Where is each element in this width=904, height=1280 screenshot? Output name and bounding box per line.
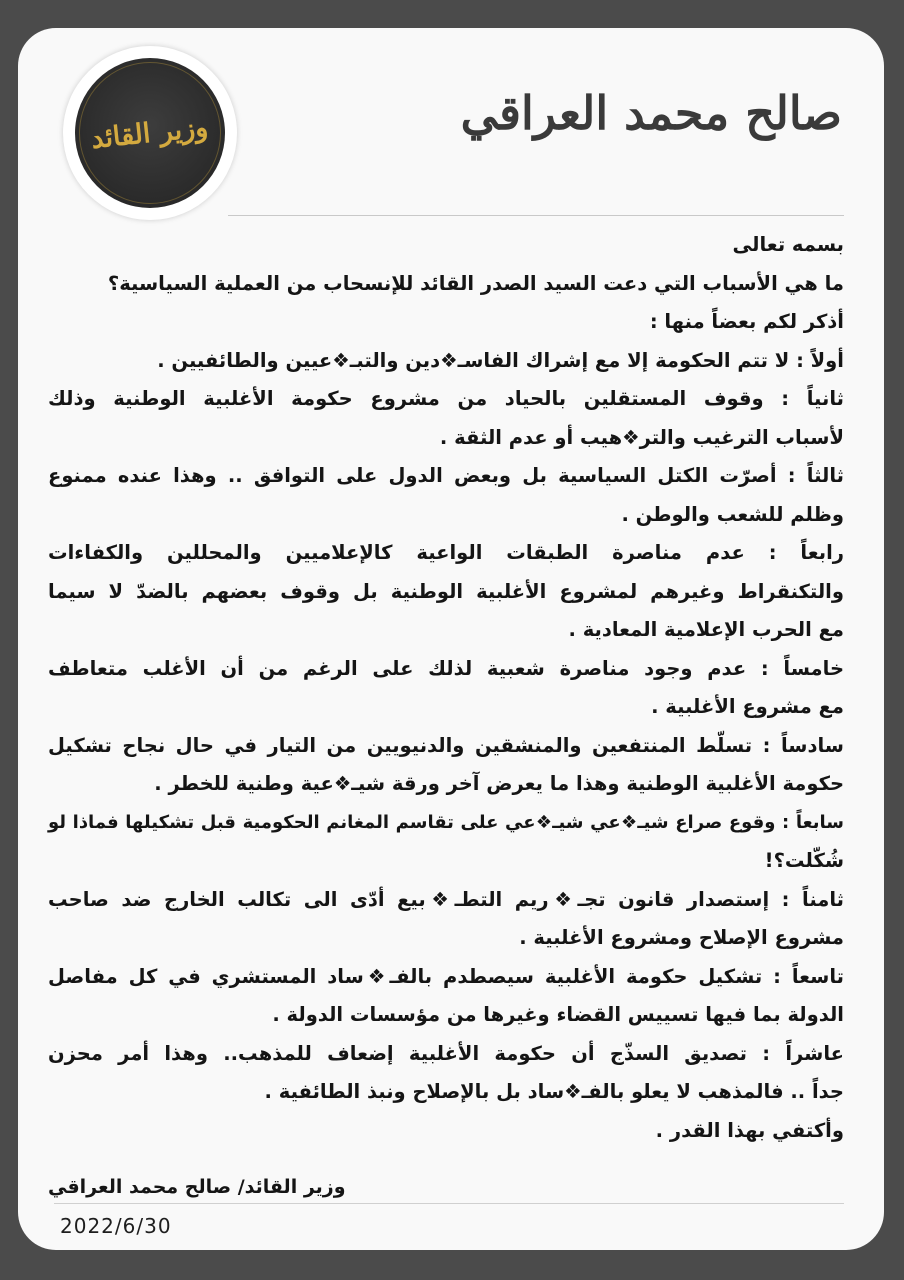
- header-divider: [228, 215, 844, 216]
- footer-divider: [54, 1203, 844, 1204]
- sign-off: وزير القائد/ صالح محمد العراقي: [48, 1176, 346, 1198]
- text-line: لأسباب الترغيب والتر❖هيب أو عدم الثقة .: [439, 425, 844, 449]
- document-card: [18, 28, 884, 1250]
- logo-badge: [63, 46, 237, 220]
- text-line: ثامناً : إستصدار قانون تجـ❖ريم التطـ❖بيع أدّى الى تكالب الخارج ضد صاحب: [48, 887, 844, 911]
- text-line: تاسعاً : تشكيل حكومة الأغلبية سيصطدم بالفـ❖ساد المستشري في كل مفاصل: [48, 964, 844, 988]
- text-line: سادساً : تسلّط المنتفعين والمنشقين والدنيويين من التيار في حال نجاح تشكيل: [48, 733, 844, 757]
- text-line: مع الحرب الإعلامية المعادية .: [568, 618, 844, 641]
- text-line: عاشراً : تصديق السذّج أن حكومة الأغلبية إضعاف للمذهب.. وهذا أمر محزن: [48, 1041, 844, 1065]
- calligraphy-signature: صالح محمد العراقي: [460, 86, 842, 140]
- text-line: ما هي الأسباب التي دعت السيد الصدر القائد للإنسحاب من العملية السياسية؟: [107, 271, 844, 295]
- text-line: أولاً : لا تتم الحكومة إلا مع إشراك الفاسـ❖دين والتبـ❖عيين والطائفيين .: [157, 348, 844, 372]
- text-line: بسمه تعالى: [732, 233, 844, 256]
- text-line: والتكنقراط وغيرهم لمشروع الأغلبية الوطنية بل وقوف بعضهم بالضدّ لا سيما: [48, 579, 844, 603]
- text-line: ثالثاً : أصرّت الكتل السياسية بل وبعض الدول على التوافق .. وهذا عنده ممنوع: [48, 464, 844, 487]
- text-line: ثانياً : وقوف المستقلين بالحياد من مشروع حكومة الأغلبية الوطنية وذلك: [48, 387, 844, 410]
- text-line: سابعاً : وقوع صراع شيـ❖عي شيـ❖عي على تقاسم المغانم الحكومية قبل تشكيلها فماذا لو: [48, 811, 844, 833]
- text-line: رابعاً : عدم مناصرة الطبقات الواعية كالإعلاميين والمحللين والكفاءات: [48, 541, 844, 564]
- text-line: مع مشروع الأغلبية .: [651, 695, 844, 718]
- text-line: وظلم للشعب والوطن .: [621, 502, 844, 526]
- text-line: شُكّلت؟!: [764, 849, 844, 872]
- text-line: خامساً : عدم وجود مناصرة شعبية لذلك على الرغم من أن الأغلب متعاطف: [48, 656, 844, 680]
- text-line: أذكر لكم بعضاً منها :: [649, 310, 844, 333]
- text-line: حكومة الأغلبية الوطنية وهذا ما يعرض آخر ورقة شيـ❖عية وطنية للخطر .: [154, 772, 844, 795]
- document-body: [48, 226, 844, 1150]
- logo-text: وزير القائد: [90, 111, 210, 155]
- document-date: 2022/6/30: [60, 1214, 172, 1238]
- text-line: جداً .. فالمذهب لا يعلو بالفـ❖ساد بل بالإصلاح ونبذ الطائفية .: [264, 1080, 844, 1103]
- logo-emblem: [75, 58, 225, 208]
- text-line: وأكتفي بهذا القدر .: [655, 1118, 844, 1142]
- text-line: مشروع الإصلاح ومشروع الأغلبية .: [519, 926, 844, 949]
- text-line: الدولة بما فيها تسييس القضاء وغيرها من مؤسسات الدولة .: [272, 1003, 844, 1026]
